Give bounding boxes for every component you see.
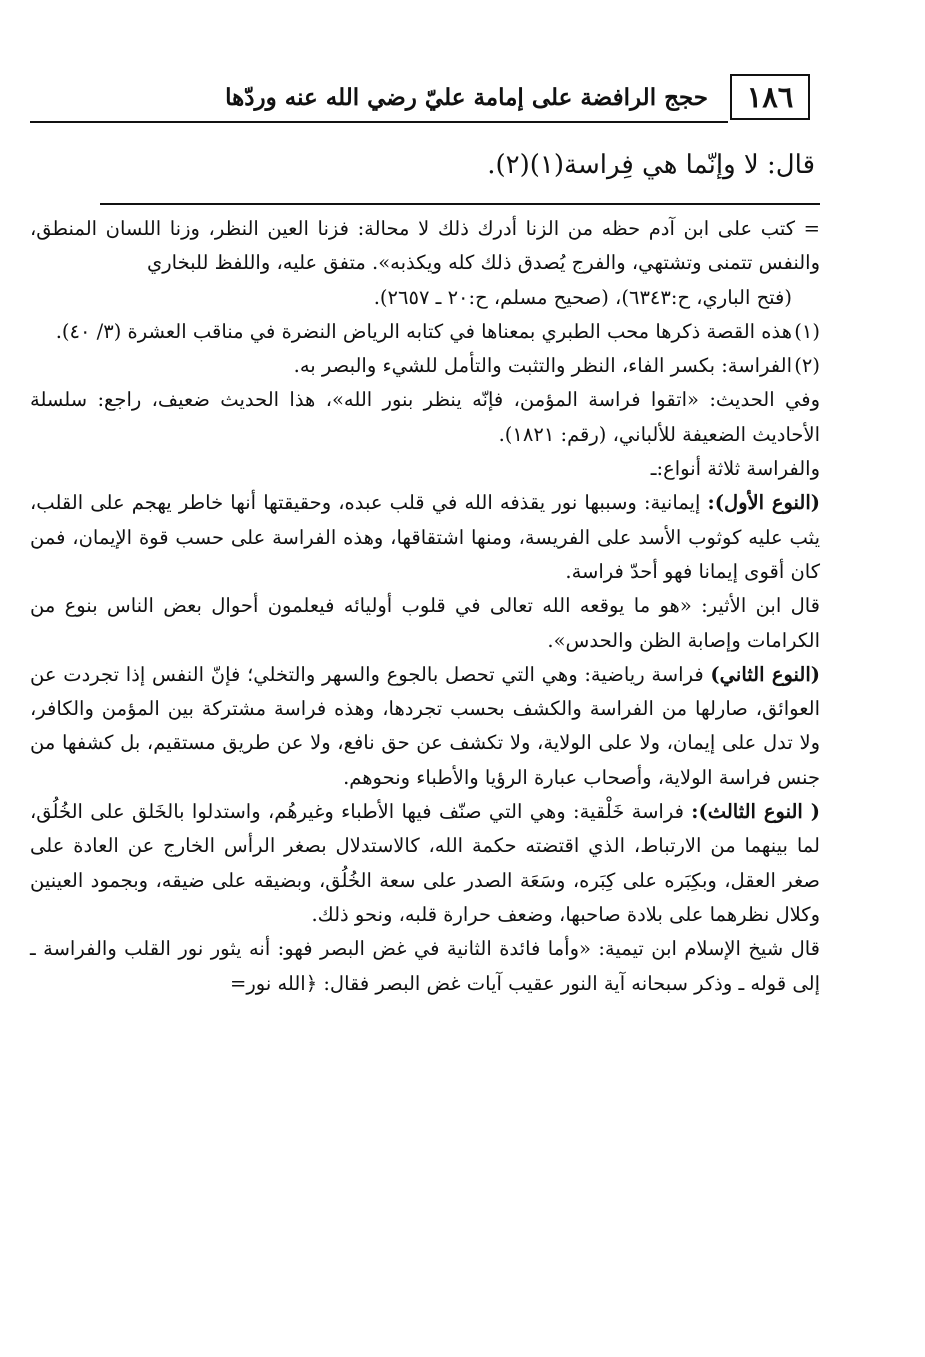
- page-number: ١٨٦: [730, 74, 810, 120]
- type-2-heading: (النوع الثاني): [710, 662, 821, 686]
- type-1-paragraph: [30, 486, 820, 589]
- footnote-2-number: (٢): [794, 354, 820, 378]
- footnote-1-number: (١): [794, 319, 820, 343]
- continued-note: = كتب على ابن آدم حظه من الزنا أدرك ذلك لا محالة: فزنا العين النظر، وزنا اللسان المنطق، والنفس تتمنى وتشتهي، والفرج يُصدق ذلك كله ويكذبه». متفق عليه، واللفظ للبخاري: [30, 217, 820, 275]
- header-rule: [30, 121, 728, 123]
- page-header: [30, 74, 810, 124]
- main-text: قال: لا وإنّما هي فِراسة(١)(٢).: [487, 150, 815, 180]
- ibn-taymiyyah-quote: قال شيخ الإسلام ابن تيمية: «وأما فائدة الثانية في غض البصر فهو: أنه يثور نور القلب والفراسة ـ إلى قوله ـ وذكر سبحانه آية النور عقيب آيات غض البصر فقال: ﴿الله نور=: [30, 937, 820, 995]
- footnote-1-text: هذه القصة ذكرها محب الطبري بمعناها في كتابه الرياض النضرة في مناقب العشرة (٣/ ٤٠).: [55, 319, 792, 343]
- ibn-athir-quote: قال ابن الأثير: «هو ما يوقعه الله تعالى في قلوب أوليائه فيعلمون أحوال بعض الناس بنوع من الكرامات وإصابة الظن والحدس».: [30, 594, 820, 652]
- type-3-heading: ( النوع الثالث):: [691, 800, 820, 824]
- footnote-2-text: الفراسة: بكسر الفاء، النظر والتثبت والتأمل للشيء والبصر به.: [293, 354, 792, 378]
- type-3-paragraph: [30, 795, 820, 932]
- types-intro: والفراسة ثلاثة أنواع:ـ: [650, 457, 820, 481]
- hadith-paragraph: وفي الحديث: «اتقوا فراسة المؤمن، فإنّه ينظر بنور الله»، هذا الحديث ضعيف، راجع: سلسلة الأحاديث الضعيفة للألباني، (رقم: ١٨٢١).: [30, 388, 820, 446]
- type-2-text: فراسة رياضية: وهي التي تحصل بالجوع والسهر والتخلي؛ فإنّ النفس إذا تجردت عن العوائق، صارلها من الفراسة والكشف بحسب تجردها، وهذه فراسة مشتركة بين المؤمن والكافر، ولا تدل على إيمان، ولا على الولاية، ولا تكشف عن حق نافع، ولا عن طريق مستقيم، بل كشفها من جنس فراسة الولاية، وأصحاب عبارة الرؤيا والأطباء ونحوهم.: [30, 662, 820, 789]
- footnote-1: [30, 315, 820, 349]
- footnote-2: [30, 349, 820, 383]
- type-2-paragraph: [30, 658, 820, 795]
- type-3-text: فراسة خَلْقية: وهي التي صنّف فيها الأطباء وغيرهُم، واستدلوا بالخَلق على الخُلُق، لما بينهما من الارتباط، الذي اقتضته حكمة الله، كالاستدلال بصغر الرأس الخارج عن العادة على صغر العقل، وبكِبَره على كِبَره، وسَعَة الصدر على سعة الخُلُق، وبضيقه على ضيقه، وبجمود العينين وكلال نظرهما على بلادة صاحبها، وضعف حرارة قلبه، ونحو ذلك.: [30, 800, 820, 926]
- type-1-text: إيمانية: وسببها نور يقذفه الله في قلب عبده، وحقيقتها أنها خاطر يهجم على القلب، يثب عليه كوثوب الأسد على الفريسة، ومنها اشتقاقها، وهذه الفراسة على حسب قوة الإيمان، فمن كان أقوى إيمانا فهو أحدّ فراسة.: [30, 491, 820, 583]
- running-title: حجج الرافضة على إمامة عليّ رضي الله عنه وردّها: [225, 84, 708, 111]
- footnote-separator: [100, 203, 820, 205]
- type-1-heading: (النوع الأول):: [707, 491, 821, 515]
- footnotes: [30, 212, 820, 1001]
- continued-note-reference: (فتح الباري، ح:٦٣٤٣)، (صحيح مسلم، ح:٢٠ ـ ٢٦٥٧).: [373, 285, 792, 309]
